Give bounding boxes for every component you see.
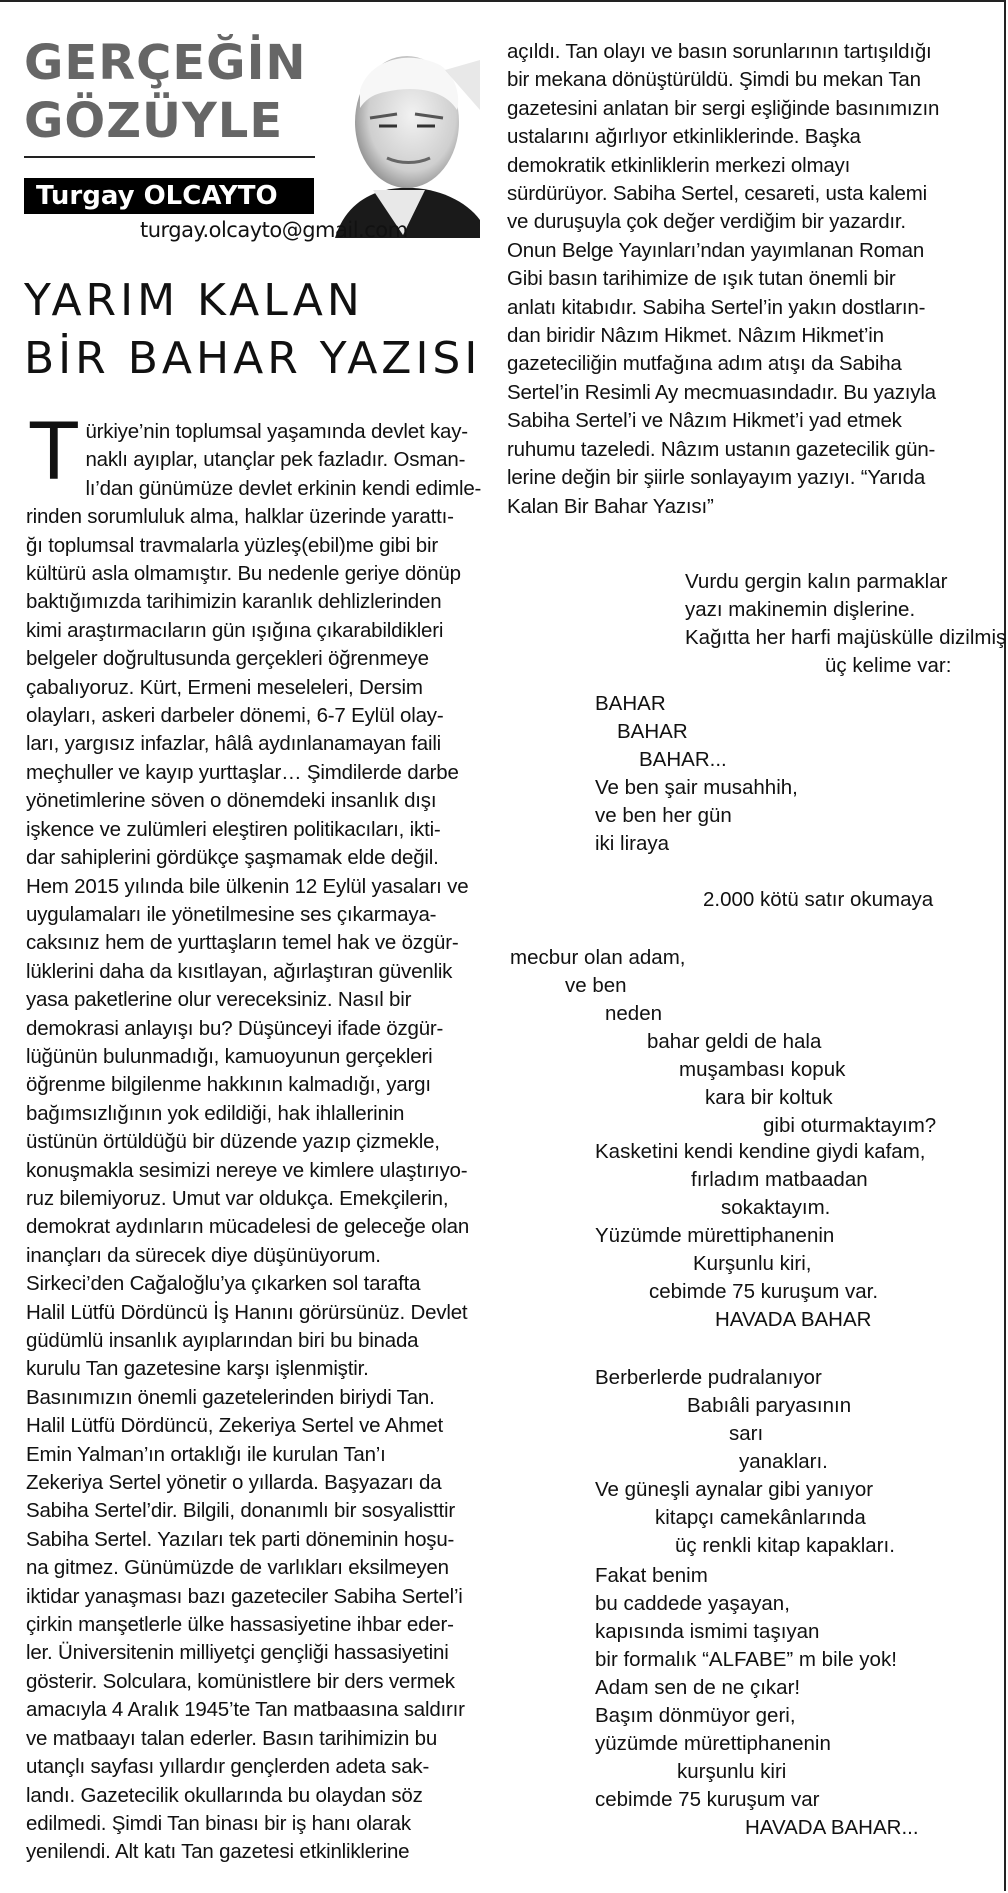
text-line: caksınız hem de yurttaşların temel hak ve özgür- xyxy=(26,931,459,955)
text-line: ler. Üniversitenin milliyetçi gençliği hassasiyetini xyxy=(26,1641,449,1665)
text-line: Halil Lütfü Dördüncü, Zekeriya Sertel ve Ahmet xyxy=(26,1414,443,1438)
author-email: turgay.olcayto@gmail.com xyxy=(140,218,408,242)
text-line: Basınımızın önemli gazetelerinden biriydi Tan. xyxy=(26,1385,435,1409)
poem-line: Yüzümde mürettiphanenin xyxy=(595,1224,835,1247)
poem-line: kapısında ismimi taşıyan xyxy=(595,1620,820,1643)
poem-line: mecbur olan adam, xyxy=(510,946,686,969)
poem-line: sarı xyxy=(729,1422,764,1445)
text-line: landı. Gazetecilik okullarında bu olaydan söz xyxy=(26,1783,423,1807)
poem-line: HAVADA BAHAR... xyxy=(745,1816,919,1839)
author-photo xyxy=(315,30,480,238)
text-line: utançlı sayfası yıllardır gençlerden adeta sak- xyxy=(26,1755,430,1779)
headline-line-2: BİR BAHAR YAZISI xyxy=(24,333,482,384)
text-line: işkence ve zulümleri eleştiren politikacıları, ikti- xyxy=(26,817,441,841)
text-line: olayları, askeri darbeler dönemi, 6-7 Eylül olay- xyxy=(26,704,444,728)
column-kicker xyxy=(24,34,344,150)
article-headline xyxy=(24,272,481,388)
text-line: çirkin manşetlerle ülke hassasiyetine ihbar eder- xyxy=(26,1613,454,1637)
text-line: Sabiha Sertel. Yazıları tek parti döneminin hoşu- xyxy=(26,1527,455,1551)
text-line: Emin Yalman’ın ortaklığı ile kurulan Tan’ı xyxy=(26,1442,386,1466)
text-line: kurulu Tan gazetesine karşı işlenmiştir. xyxy=(26,1357,369,1381)
poem-line: cebimde 75 kuruşum var xyxy=(595,1788,820,1811)
text-line: çabalıyoruz. Kürt, Ermeni meseleleri, Dersim xyxy=(26,675,423,699)
text-line: naklı ayıplar, utançlar pek fazladır. Osman- xyxy=(85,448,466,472)
poem-line: fırladım matbaadan xyxy=(691,1168,868,1191)
poem-line: üç kelime var: xyxy=(825,654,952,677)
text-line: ustalarını ağırlıyor etkinliklerinde. Başka xyxy=(507,125,861,149)
text-line: ruz bilemiyoruz. Umut var oldukça. Emekçilerin, xyxy=(26,1186,449,1210)
poem-line: yanakları. xyxy=(739,1450,828,1473)
poem-line: BAHAR... xyxy=(639,748,727,771)
text-line: edilmedi. Şimdi Tan binası bir iş hanı olarak xyxy=(26,1811,411,1835)
text-line: amacıyla 4 Aralık 1945’te Tan matbaasına saldırır xyxy=(26,1698,465,1722)
poem-line: Kurşunlu kiri, xyxy=(693,1252,812,1275)
text-line: ları, yargısız infazlar, hâlâ aydınlanamayan faili xyxy=(26,732,442,756)
poem-line: Ve ben şair musahhih, xyxy=(595,776,798,799)
kicker-line-2: GÖZÜYLE xyxy=(24,93,284,149)
poem-line: neden xyxy=(605,1002,663,1025)
poem-line: iki liraya xyxy=(595,832,670,855)
text-line: demokratik etkinliklerin merkezi olmayı xyxy=(507,153,851,177)
text-line: rinden sorumluluk alma, halklar üzerinde yarattı- xyxy=(26,505,454,529)
poem-line: bahar geldi de hala xyxy=(647,1030,822,1053)
poem-line: ve ben her gün xyxy=(595,804,732,827)
text-line: Hem 2015 yılında bile ülkenin 12 Eylül yasaları ve xyxy=(26,874,469,898)
text-line: ve matbaayı talan ederler. Basın tarihimizin bu xyxy=(26,1726,438,1750)
text-line: sürdürüyor. Sabiha Sertel, cesareti, usta kalemi xyxy=(507,182,927,206)
poem-line: kara bir koltuk xyxy=(705,1086,833,1109)
kicker-rule xyxy=(24,156,334,158)
poem-line: üç renkli kitap kapakları. xyxy=(675,1534,895,1557)
poem-line: sokaktayım. xyxy=(721,1196,831,1219)
text-line: Sabiha Sertel’i ve Nâzım Hikmet’i yad etmek xyxy=(507,409,902,433)
drop-cap: T xyxy=(30,408,78,498)
text-line: iktidar yanaşması bazı gazeteciler Sabiha Sertel’i xyxy=(26,1584,463,1608)
text-line: lüğünün bulunmadığı, kamuoyunun gerçekleri xyxy=(26,1044,433,1068)
poem-line: Babıâli paryasının xyxy=(687,1394,852,1417)
poem-line: bir formalık “ALFABE” m bile yok! xyxy=(595,1648,897,1671)
text-line: öğrenme bilgilenme hakkının kalmadığı, yargı xyxy=(26,1073,431,1097)
poem-line: HAVADA BAHAR xyxy=(715,1308,872,1331)
text-line: bağımsızlığının yok edildiği, hak ihlallerinin xyxy=(26,1101,405,1125)
poem-line: Başım dönmüyor geri, xyxy=(595,1704,796,1727)
author-portrait-image xyxy=(315,30,480,238)
text-line: kimi araştırmacıların gün ışığına çıkarabildikleri xyxy=(26,618,444,642)
poem-line: Kasketini kendi kendine giydi kafam, xyxy=(595,1140,926,1163)
poem-line: kitapçı camekânlarında xyxy=(655,1506,866,1529)
text-line: gazetesini anlatan bir sergi eşliğinde basınımızın xyxy=(507,96,940,120)
text-line: na gitmez. Günümüzde de varlıkları eksilmeyen xyxy=(26,1556,449,1580)
text-line: anlatı kitabıdır. Sabiha Sertel’in yakın dostların- xyxy=(507,295,926,319)
text-line: konuşmakla sesimizi nereye ve kimlere ulaştırıyo- xyxy=(26,1158,468,1182)
text-line: Sertel’in Resimli Ay mecmuasındadır. Bu yazıyla xyxy=(507,380,936,404)
article-body-left xyxy=(26,408,486,1867)
text-line: Sabiha Sertel’dir. Bilgili, donanımlı bir sosyalisttir xyxy=(26,1499,455,1523)
text-line: demokrasi anlayışı bu? Düşünceyi ifade özgür- xyxy=(26,1016,444,1040)
text-line: inançları da sürecek diye düşünüyorum. xyxy=(26,1243,381,1267)
text-line: uygulamaları ile yönetilmesine ses çıkarmaya- xyxy=(26,902,437,926)
poem-line: yüzümde mürettiphanenin xyxy=(595,1732,831,1755)
poem-line: gibi oturmaktayım? xyxy=(763,1114,937,1137)
poem-line: Vurdu gergin kalın parmaklar xyxy=(685,570,948,593)
text-line: dan biridir Nâzım Hikmet. Nâzım Hikmet’in xyxy=(507,324,884,348)
text-line: ürkiye’nin toplumsal yaşamında devlet kay- xyxy=(85,420,468,443)
text-line: Sirkeci’den Cağaloğlu’ya çıkarken sol tarafta xyxy=(26,1272,421,1296)
text-line: baktığımızda tarihimizin karanlık dehlizlerinden xyxy=(26,590,442,614)
poem-line: kurşunlu kiri xyxy=(677,1760,787,1783)
poem-line: BAHAR xyxy=(617,720,688,743)
poem-line: yazı makinemin dişlerine. xyxy=(685,598,916,621)
text-line: ğı toplumsal travmalarla yüzleş(ebil)me gibi bir xyxy=(26,533,438,557)
text-line: yenilendi. Alt katı Tan gazetesi etkinliklerine xyxy=(26,1840,410,1864)
text-line: Gibi basın tarihimize de ışık tutan önemli bir xyxy=(507,267,896,291)
poem-line: Berberlerde pudralanıyor xyxy=(595,1366,822,1389)
author-name: Turgay OLCAYTO xyxy=(36,181,278,211)
text-line: meçhuller ve kayıp yurttaşlar… Şimdilerde darbe xyxy=(26,760,459,784)
text-line: üstünün örtüldüğü bir düzende yazıp çizmekle, xyxy=(26,1130,440,1154)
text-line: Halil Lütfü Dördüncü İş Hanını görürsünüz. Devlet xyxy=(26,1300,468,1324)
text-line: Onun Belge Yayınları’ndan yayımlanan Roman xyxy=(507,238,925,262)
text-line: açıldı. Tan olayı ve basın sorunlarının tartışıldığı xyxy=(507,40,932,63)
poem-line: cebimde 75 kuruşum var. xyxy=(649,1280,879,1303)
text-line: yönetimlerine söven o dönemdeki insanlık dışı xyxy=(26,789,437,813)
text-line: lı’dan günümüze devlet erkinin kendi edimle- xyxy=(85,476,482,500)
text-line: gösterir. Solculara, komünistlere bir ders vermek xyxy=(26,1669,455,1693)
poem-line: ve ben xyxy=(565,974,627,997)
text-line: kültürü asla olmamıştır. Bu nedenle geriye dönüp xyxy=(26,562,461,586)
text-line: güdümlü insanlık ayıplarından biri bu binada xyxy=(26,1329,419,1352)
poem-line: Ve güneşli aynalar gibi yanıyor xyxy=(595,1478,874,1501)
poem-line: muşambası kopuk xyxy=(679,1058,846,1081)
poem-line: BAHAR xyxy=(595,692,666,715)
text-line: ve duruşuyla çok değer verdiğim bir yazardır. xyxy=(507,210,906,234)
poem-line: Fakat benim xyxy=(595,1564,708,1587)
text-line: Kalan Bir Bahar Yazısı” xyxy=(507,494,714,518)
text-line: lüklerini daha da kısıtlayan, ağırlaştıran güvenlik xyxy=(26,959,453,983)
headline-line-1: YARIM KALAN xyxy=(24,275,364,326)
poem-line: 2.000 kötü satır okumaya xyxy=(703,888,934,911)
text-line: gazeteciliğin mutfağına adım atışı da Sabiha xyxy=(507,352,902,376)
text-line: Zekeriya Sertel yönetir o yıllarda. Başyazarı da xyxy=(26,1471,442,1495)
article-body-right xyxy=(507,38,977,521)
text-line: ruhumu tazeledi. Nâzım ustanın gazetecilik gün- xyxy=(507,437,936,461)
text-line: dar sahiplerini gördükçe şaşmamak elde değil. xyxy=(26,846,439,870)
poem-line: Kağıtta her harfi majüskülle dizilmiş xyxy=(685,626,1007,649)
text-line: bir mekana dönüştürüldü. Şimdi bu mekan Tan xyxy=(507,68,921,92)
poem-line: bu caddede yaşayan, xyxy=(595,1592,790,1615)
text-line: lerine değin bir şiirle sonlayayım yazıyı. “Yarıda xyxy=(507,466,926,490)
text-line: belgeler doğrultusunda gerçekleri öğrenmeye xyxy=(26,647,429,671)
text-line: yasa paketlerine olur vereceksiniz. Nasıl bir xyxy=(26,988,412,1012)
poem-line: Adam sen de ne çıkar! xyxy=(595,1676,801,1699)
text-line: demokrat aydınların mücadelesi de geleceğe olan xyxy=(26,1215,470,1239)
kicker-line-1: GERÇEĞİN xyxy=(24,35,307,91)
